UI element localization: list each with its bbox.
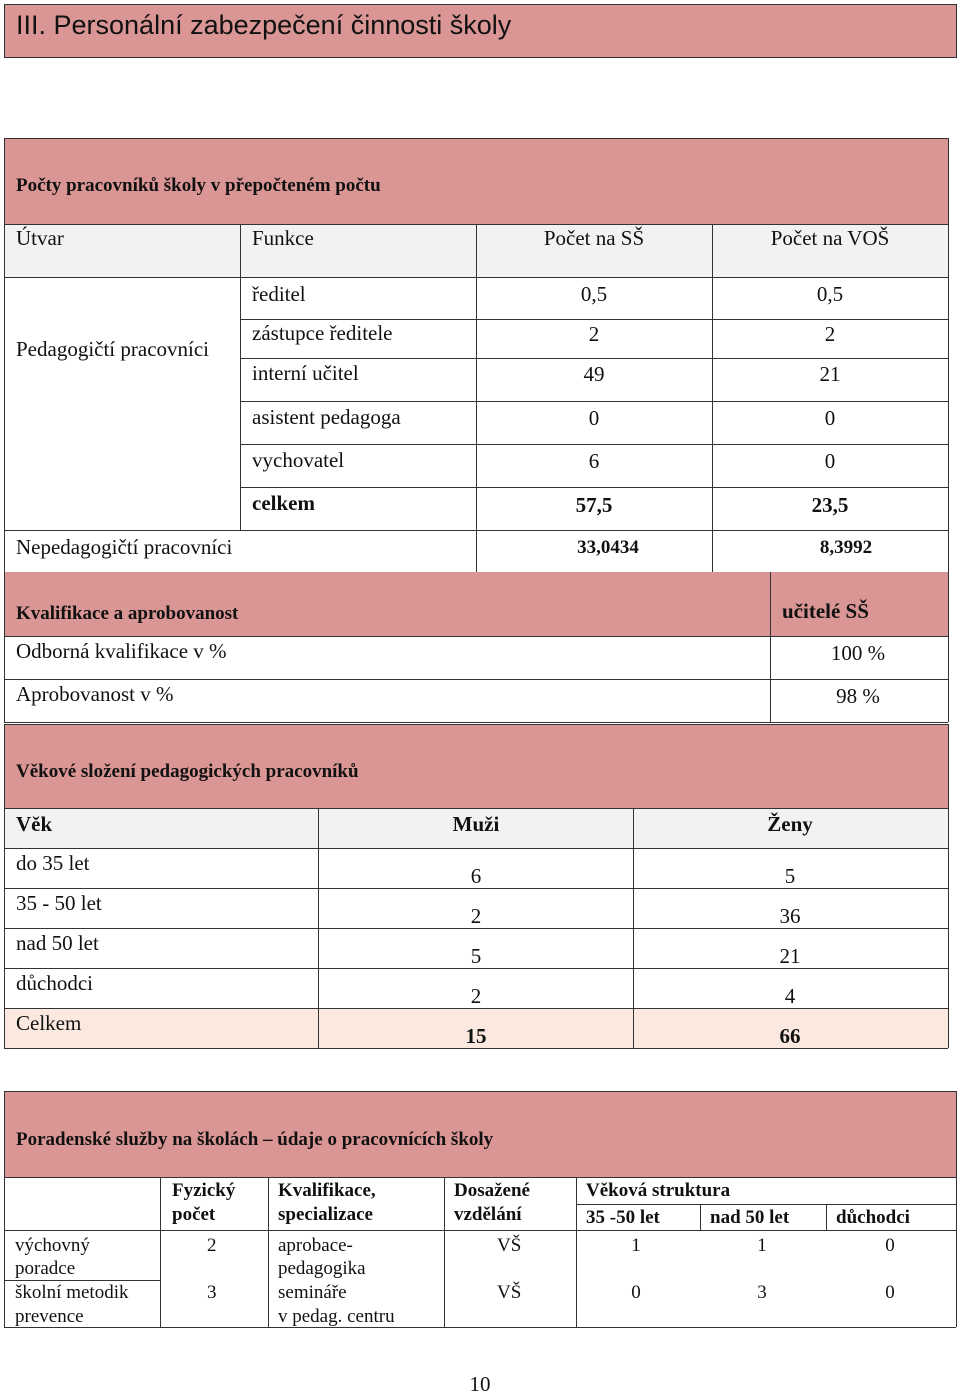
counsel-role: prevence <box>15 1306 84 1327</box>
row-funkce: ředitel <box>252 282 306 306</box>
staff-title: Počty pracovníků školy v přepočteném počtu <box>16 175 381 196</box>
counsel-age-c: 0 <box>885 1282 895 1303</box>
qual-row-value: 100 % <box>830 641 886 665</box>
staff-header-vos: Počet na VOŠ <box>770 226 890 250</box>
counsel-kval: v pedag. centru <box>278 1306 395 1327</box>
row-funkce: vychovatel <box>252 448 345 472</box>
counsel-h-kval-2: specializace <box>278 1204 373 1225</box>
nonped-label: Nepedagogičtí pracovníci <box>16 535 233 559</box>
age-row-muzi: 5 <box>470 944 482 968</box>
counsel-h-fyz-2: počet <box>172 1204 216 1225</box>
nonped-vos: 8,3992 <box>819 537 873 558</box>
age-header-vek: Věk <box>16 812 53 836</box>
age-row-muzi: 2 <box>470 984 482 1008</box>
row-funkce-total: celkem <box>252 491 315 515</box>
counsel-pocet: 2 <box>207 1235 217 1256</box>
counsel-age-b: 1 <box>757 1235 767 1256</box>
age-total-zeny: 66 <box>779 1024 801 1048</box>
row-vos: 0,5 <box>816 282 844 306</box>
age-total-muzi: 15 <box>465 1024 487 1048</box>
page-number: 10 <box>469 1372 491 1396</box>
counsel-pocet: 3 <box>207 1282 217 1303</box>
staff-header-ss: Počet na SŠ <box>543 226 645 250</box>
counsel-age-b: 3 <box>757 1282 767 1303</box>
qual-row-label: Odborná kvalifikace v % <box>16 639 227 663</box>
counsel-vzd: VŠ <box>497 1282 522 1303</box>
counsel-role: školní metodik <box>15 1282 129 1303</box>
staff-header-utvar: Útvar <box>16 226 64 250</box>
counsel-h-sub-b: nad 50 let <box>710 1207 790 1228</box>
counsel-age-c: 0 <box>885 1235 895 1256</box>
qual-title: Kvalifikace a aprobovanost <box>16 603 239 624</box>
counsel-h-sub-c: důchodci <box>836 1207 910 1228</box>
row-vos-total: 23,5 <box>811 493 849 517</box>
counsel-h-sub-a: 35 -50 let <box>586 1207 660 1228</box>
row-vos: 0 <box>824 449 836 473</box>
counsel-kval: aprobace- <box>278 1235 353 1256</box>
counsel-role: poradce <box>15 1258 76 1279</box>
age-row-zeny: 5 <box>784 864 796 888</box>
age-row-muzi: 6 <box>470 864 482 888</box>
counsel-h-kval-1: Kvalifikace, <box>278 1180 376 1201</box>
age-row-muzi: 2 <box>470 904 482 928</box>
age-row-label: do 35 let <box>16 851 90 875</box>
age-row-label: důchodci <box>16 971 93 995</box>
chapter-heading: III. Personální zabezpečení činnosti školy <box>16 10 512 40</box>
qual-row-value: 98 % <box>836 684 880 708</box>
row-ss: 0,5 <box>580 282 608 306</box>
counsel-kval: semináře <box>278 1282 347 1303</box>
counsel-h-vzd-1: Dosažené <box>454 1180 530 1201</box>
age-row-zeny: 21 <box>779 944 801 968</box>
row-ss: 0 <box>588 406 600 430</box>
row-ss: 49 <box>583 362 605 386</box>
row-vos: 21 <box>819 362 841 386</box>
nonped-ss: 33,0434 <box>577 537 639 558</box>
row-ss: 2 <box>588 322 600 346</box>
row-funkce: interní učitel <box>252 361 359 385</box>
counsel-role: výchovný <box>15 1235 90 1256</box>
ped-workers-label: Pedagogičtí pracovníci <box>16 337 210 361</box>
row-vos: 0 <box>824 406 836 430</box>
age-title: Věkové složení pedagogických pracovníků <box>16 761 359 782</box>
counsel-vzd: VŠ <box>497 1235 522 1256</box>
age-row-label: nad 50 let <box>16 931 99 955</box>
age-row-zeny: 36 <box>779 904 801 928</box>
row-ss-total: 57,5 <box>575 493 613 517</box>
age-row-label: 35 - 50 let <box>16 891 102 915</box>
counsel-h-fyz-1: Fyzický <box>172 1180 236 1201</box>
qual-row-label: Aprobovanost v % <box>16 682 174 706</box>
qual-col-header: učitelé SŠ <box>782 599 869 623</box>
counsel-h-vzd-2: vzdělání <box>454 1204 522 1225</box>
row-funkce: asistent pedagoga <box>252 405 401 429</box>
age-total-label: Celkem <box>16 1011 82 1035</box>
counsel-h-vek: Věková struktura <box>586 1180 731 1201</box>
counsel-age-a: 0 <box>631 1282 641 1303</box>
counsel-age-a: 1 <box>631 1235 641 1256</box>
row-vos: 2 <box>824 322 836 346</box>
age-header-muzi: Muži <box>452 812 500 836</box>
counsel-title: Poradenské služby na školách – údaje o pracovnících školy <box>16 1129 494 1150</box>
age-row-zeny: 4 <box>784 984 796 1008</box>
staff-header-funkce: Funkce <box>252 226 314 250</box>
row-ss: 6 <box>588 449 600 473</box>
age-header-zeny: Ženy <box>767 812 813 836</box>
counsel-kval: pedagogika <box>278 1258 366 1279</box>
row-funkce: zástupce ředitele <box>252 321 393 345</box>
